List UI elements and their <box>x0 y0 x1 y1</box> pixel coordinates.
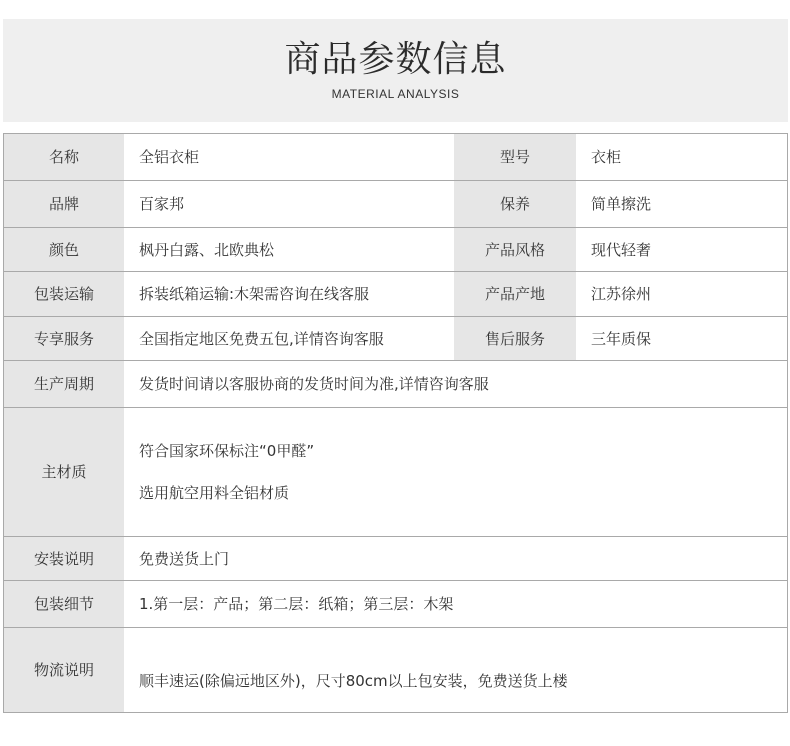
param-label: 名称 <box>4 134 124 180</box>
material-line: 选用航空用料全铝材质 <box>139 484 290 502</box>
param-value: 百家邦 <box>124 181 454 227</box>
header-banner <box>3 19 788 122</box>
param-label: 保养 <box>454 181 576 227</box>
page-title: 商品参数信息 <box>284 39 507 80</box>
param-label: 包装细节 <box>4 581 124 627</box>
table-row <box>4 361 787 408</box>
param-value: 江苏徐州 <box>576 272 787 316</box>
param-value: 简单擦洗 <box>576 181 787 227</box>
table-row <box>4 317 787 361</box>
param-label: 专享服务 <box>4 317 124 360</box>
param-value: 衣柜 <box>576 134 787 180</box>
param-value: 全铝衣柜 <box>124 134 454 180</box>
param-label: 型号 <box>454 134 576 180</box>
param-value: 三年质保 <box>576 317 787 360</box>
table-row <box>4 228 787 272</box>
table-row <box>4 628 787 712</box>
param-label: 生产周期 <box>4 361 124 407</box>
param-value <box>124 408 787 536</box>
material-line: 符合国家环保标注“0甲醛” <box>139 442 315 460</box>
table-row <box>4 408 787 537</box>
table-row <box>4 272 787 317</box>
parameter-table <box>3 133 788 713</box>
param-label: 包装运输 <box>4 272 124 316</box>
table-row <box>4 134 787 181</box>
param-label: 颜色 <box>4 228 124 271</box>
table-row <box>4 537 787 581</box>
param-value: 发货时间请以客服协商的发货时间为准,详情咨询客服 <box>124 361 787 407</box>
param-value: 现代轻奢 <box>576 228 787 271</box>
param-value: 枫丹白露、北欧典松 <box>124 228 454 271</box>
param-label: 产品产地 <box>454 272 576 316</box>
param-label: 主材质 <box>4 408 124 536</box>
param-label: 安装说明 <box>4 537 124 580</box>
param-value: 拆装纸箱运输:木架需咨询在线客服 <box>124 272 454 316</box>
param-label: 产品风格 <box>454 228 576 271</box>
param-value: 顺丰速运(除偏远地区外)，尺寸80cm以上包安装，免费送货上楼 <box>124 628 787 712</box>
param-value: 免费送货上门 <box>124 537 787 580</box>
param-label: 物流说明 <box>4 628 124 712</box>
param-label: 售后服务 <box>454 317 576 360</box>
param-value: 全国指定地区免费五包,详情咨询客服 <box>124 317 454 360</box>
table-row <box>4 181 787 228</box>
table-row <box>4 581 787 628</box>
page-subtitle: MATERIAL ANALYSIS <box>331 87 460 101</box>
param-value: 1.第一层：产品；第二层：纸箱；第三层：木架 <box>124 581 787 627</box>
param-label: 品牌 <box>4 181 124 227</box>
